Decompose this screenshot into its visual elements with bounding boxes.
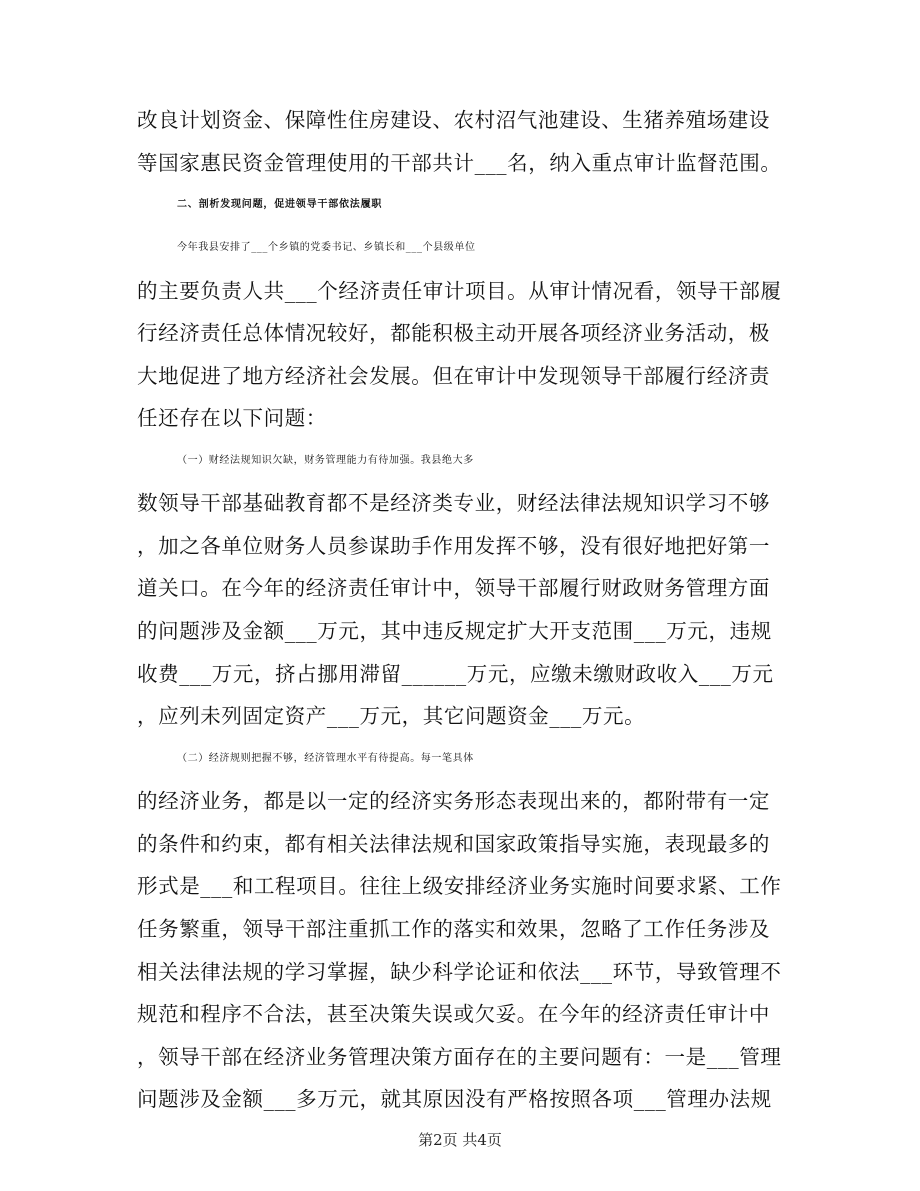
text-line: 道关口。在今年的经济责任审计中，领导干部履行财政财务管理方面 <box>137 576 770 600</box>
text-line: 收费___万元，挤占挪用滞留______万元，应缴未缴财政收入___万元 <box>137 662 774 686</box>
text-line: （一）财经法规知识欠缺，财务管理能力有待加强。我县绝大多 <box>177 455 474 466</box>
text-line: 规范和程序不合法，甚至决策失误或欠妥。在今年的经济责任审计中 <box>137 1002 770 1026</box>
text-line: 任还存在以下问题： <box>137 406 327 430</box>
text-line: 大地促进了地方经济社会发展。但在审计中发现领导干部履行经济责 <box>137 364 770 388</box>
text-line: 行经济责任总体情况较好，都能积极主动开展各项经济业务活动，极 <box>137 321 770 345</box>
text-line: 任务繁重，领导干部注重抓工作的落实和效果，忽略了工作任务涉及 <box>137 917 770 941</box>
text-line: 改良计划资金、保障性住房建设、农村沼气池建设、生猪养殖场建设 <box>137 108 770 132</box>
text-line: ，领导干部在经济业务管理决策方面存在的主要问题有：一是___管理 <box>137 1045 782 1069</box>
text-line: 的主要负责人共___个经济责任审计项目。从审计情况看，领导干部履 <box>137 279 782 303</box>
text-line: 的经济业务，都是以一定的经济实务形态表现出来的，都附带有一定 <box>137 789 770 813</box>
text-line: 今年我县安排了___个乡镇的党委书记、乡镇长和___个县级单位 <box>177 242 476 253</box>
text-line: ，加之各单位财务人员参谋助手作用发挥不够，没有很好地把好第一 <box>137 534 770 558</box>
text-line: ，应列未列固定资产___万元，其它问题资金___万元。 <box>137 704 646 728</box>
text-line: 的问题涉及金额___万元，其中违反规定扩大开支范围___万元，违规 <box>137 619 772 643</box>
page-number-footer: 第2页 共4页 <box>418 1131 502 1149</box>
text-line: 数领导干部基础教育都不是经济类专业，财经法律法规知识学习不够 <box>137 491 770 515</box>
section-heading: 二、剖析发现问题，促进领导干部依法履职 <box>177 199 383 210</box>
text-line: 问题涉及金额___多万元，就其原因没有严格按照各项___管理办法规 <box>137 1087 772 1111</box>
text-line: （二）经济规则把握不够，经济管理水平有待提高。每一笔具体 <box>177 753 474 764</box>
text-line: 的条件和约束，都有相关法律法规和国家政策指导实施，表现最多的 <box>137 832 770 856</box>
text-line: 形式是___和工程项目。往往上级安排经济业务实施时间要求紧、工作 <box>137 874 782 898</box>
text-line: 相关法律法规的学习掌握，缺少科学论证和依法___环节，导致管理不 <box>137 960 782 984</box>
text-line: 等国家惠民资金管理使用的干部共计___名，纳入重点审计监督范围。 <box>137 151 782 175</box>
